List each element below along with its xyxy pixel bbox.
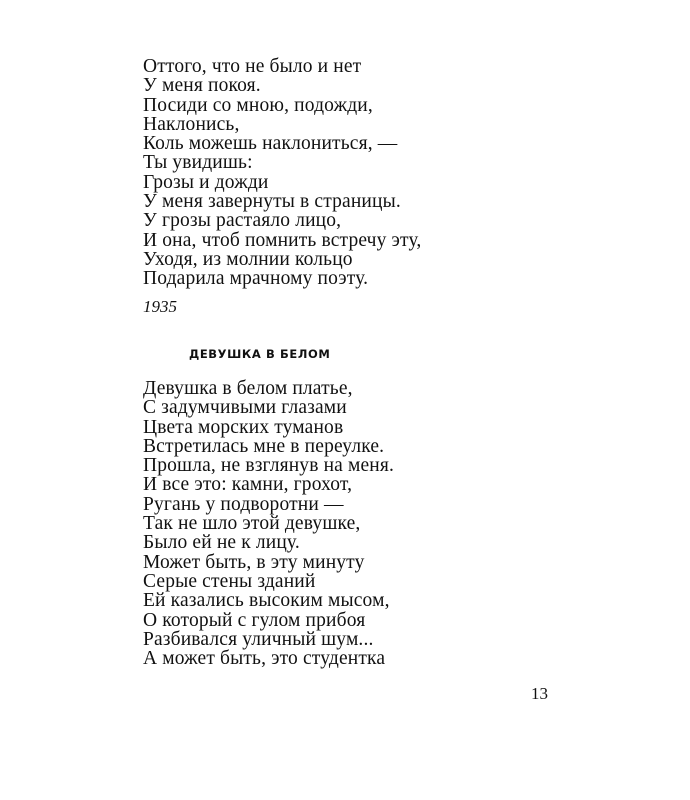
poem-line: Оттого, что не было и нет [143, 56, 362, 77]
poem-line: Ей казались высоким мысом, [143, 590, 390, 612]
poem-line: У меня завернуты в страницы. [143, 191, 401, 213]
poem-line: Посиди со мною, подожди, [143, 94, 373, 116]
poem-line: Разбивался уличный шум... [143, 628, 374, 650]
poem-2-stanza [143, 379, 394, 668]
poem-line: С задумчивыми глазами [143, 397, 347, 419]
poem-line: Может быть, в эту минуту [143, 551, 365, 573]
poem-line: Девушка в белом платье, [143, 378, 353, 399]
poem-line: У меня покоя. [143, 75, 261, 97]
poem-line: Прошла, не взглянув на меня. [143, 455, 395, 477]
poem-line: Уходя, из молнии кольцо [143, 248, 353, 270]
poem-1-stanza [143, 57, 421, 289]
poem-line: Серые стены зданий [143, 570, 316, 592]
poem-line: У грозы растаяло лицо, [143, 210, 342, 232]
poem-line: А может быть, это студентка [143, 648, 386, 670]
poem-line: И все это: камни, грохот, [143, 474, 353, 496]
poem-line: Подарила мрачному поэту. [143, 268, 369, 290]
poem-line: Так не шло этой девушке, [143, 513, 361, 535]
poem-2-title: ДЕВУШКА В БЕЛОМ [189, 347, 331, 361]
poem-line: Встретилась мне в переулке. [143, 435, 385, 457]
poem-line: Ругань у подворотни — [143, 493, 344, 515]
page-number: 13 [531, 684, 548, 703]
poem-line: Грозы и дожди [143, 171, 269, 193]
poem-line: Наклонись, [143, 113, 240, 135]
poem-line: Коль можешь наклониться, — [143, 133, 398, 155]
poem-line: Ты увидишь: [143, 152, 253, 174]
poem-line: О который с гулом прибоя [143, 609, 366, 631]
poem-line: И она, чтоб помнить встречу эту, [143, 229, 422, 251]
poem-line: Было ей не к лицу. [143, 532, 300, 554]
poem-line: Цвета морских туманов [143, 416, 344, 438]
poem-1-date: 1935 [143, 297, 177, 316]
